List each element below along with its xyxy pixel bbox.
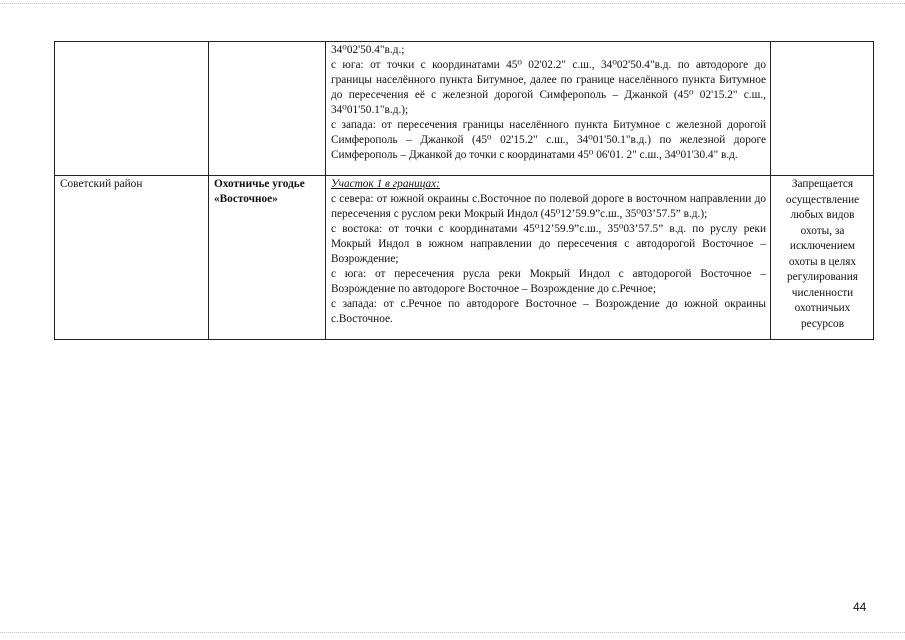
table-row xyxy=(55,42,874,176)
page-number: 44 xyxy=(853,600,867,614)
scan-artifact-bottom xyxy=(0,632,905,634)
plot-title: Участок 1 в границах: xyxy=(331,178,440,190)
hunting-grounds-table xyxy=(54,41,874,340)
boundary-north: с севера: от южной окраины с.Восточное по полевой дороге в восточном направлении до пересечения с руслом реки Мокрый Индол (45⁰12’59.9”с.ш., 35⁰03’57.5” в.д.); xyxy=(331,193,766,220)
hunting-ground-cell xyxy=(209,42,326,176)
boundary-line: 34⁰02'50.4"в.д.; xyxy=(331,44,405,56)
boundary-east: с востока: от точки с координатами 45⁰12’59.9”с.ш., 35⁰03’57.5” в.д. по руслу реки Мокрый Индол в южном направлении до пересечения с автодорогой Восточное – Возрождение; xyxy=(331,223,766,265)
restriction-cell: Запрещается осуществление любых видов охоты, за исключением охоты в целях регулирования численности охотничьих ресурсов xyxy=(771,176,874,340)
district-cell xyxy=(55,42,209,176)
boundaries-cell xyxy=(326,42,771,176)
boundary-south: с юга: от точки с координатами 45⁰ 02'02.2" с.ш., 34⁰02'50.4"в.д. по автодороге до границы населённого пункта Битумное, далее по границе населённого пункта Битумное до пересечения её с железной дорогой Симферополь – Джанкой (45⁰ 02'15.2" с.ш., 34⁰01'50.1"в.д.); xyxy=(331,59,766,116)
boundary-west: с запада: от пересечения границы населённого пункта Битумное с железной дорогой Симферополь – Джанкой (45⁰ 02'15.2" с.ш., 34⁰01'50.1"в.д.) по железной дороге Симферополь – Джанкой до точки с координатами 45⁰ 06'01. 2" с.ш., 34⁰01'30.4" в.д. xyxy=(331,119,766,161)
boundary-south: с юга: от пересечения русла реки Мокрый Индол с автодорогой Восточное – Возрождение по автодороге Восточное – Возрождение до с.Речное; xyxy=(331,268,766,295)
restriction-cell xyxy=(771,42,874,176)
table-row xyxy=(55,176,874,340)
hunting-ground-cell: Охотничье угодье «Восточное» xyxy=(209,176,326,340)
boundary-west: с запада: от с.Речное по автодороге Восточное – Возрождение до южной окраины с.Восточное. xyxy=(331,298,766,325)
scan-artifact-top xyxy=(0,3,905,5)
district-cell: Советский район xyxy=(55,176,209,340)
boundaries-cell xyxy=(326,176,771,340)
